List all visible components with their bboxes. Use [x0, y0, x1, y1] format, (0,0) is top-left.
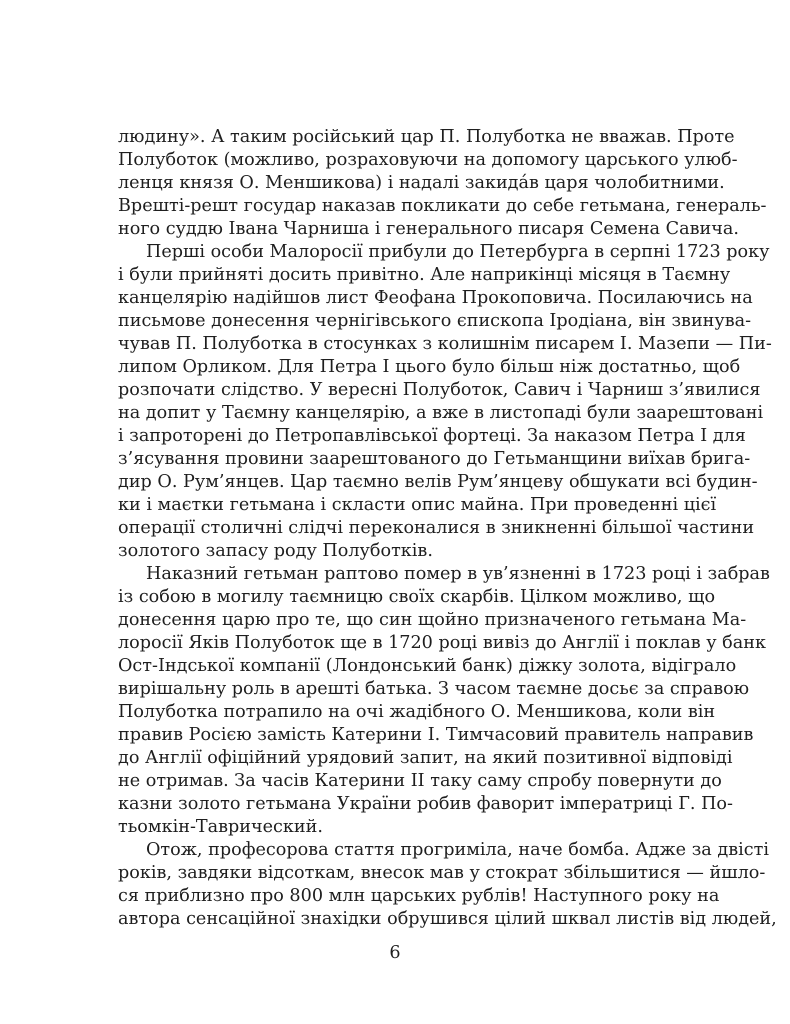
text-line: лоросії Яків Полуботок ще в 1720 році вивіз до Англії і поклав у банк: [118, 633, 766, 653]
page-text-body: [118, 126, 777, 931]
text-line: не отримав. За часів Катерини II таку саму спробу повернути до: [118, 771, 722, 791]
text-line: Отож, професорова стаття прогриміла, наче бомба. Адже за двісті: [146, 840, 769, 860]
text-line: і запроторені до Петропавлівської фортеці. За наказом Петра I для: [118, 426, 746, 446]
paragraph: [118, 241, 772, 563]
paragraph: [118, 563, 770, 839]
text-line: розпочати слідство. У вересні Полуботок, Савич і Чарниш з’явилися: [118, 380, 761, 400]
text-line: ного суддю Івана Чарниша і генерального писаря Семена Савича.: [118, 219, 739, 239]
text-line: вирішальну роль в арешті батька. З часом таємне досьє за справою: [118, 679, 750, 699]
text-line: ся приблизно про 800 млн царських рублів! Наступного року на: [118, 886, 720, 906]
text-line: ки і маєтки гетьмана і скласти опис майна. При проведенні цієї: [118, 495, 717, 515]
text-line: Полуботка потрапило на очі жадібного О. Меншикова, коли він: [118, 702, 716, 722]
paragraph: [118, 839, 777, 931]
text-line: донесення царю про те, що син щойно призначеного гетьмана Ма-: [118, 610, 747, 630]
text-line: до Англії офіційний урядовий запит, на який позитивної відповіді: [118, 748, 733, 768]
text-line: тьомкін-Таврический.: [118, 817, 323, 837]
text-line: правив Росією замість Катерини I. Тимчасовий правитель направив: [118, 725, 754, 745]
text-line: Ост-Індської компанії (Лондонський банк) діжку золота, відіграло: [118, 656, 737, 676]
text-line: золотого запасу роду Полуботків.: [118, 541, 433, 561]
text-line: Наказний гетьман раптово помер в ув’язненні в 1723 році і забрав: [146, 564, 770, 584]
text-line: казни золото гетьмана України робив фаворит імператриці Г. По-: [118, 794, 733, 814]
text-line: Врешті-решт государ наказав покликати до себе гетьмана, генераль-: [118, 196, 767, 216]
text-line: операції столичні слідчі переконалися в зникненні більшої частини: [118, 518, 755, 538]
text-line: липом Орликом. Для Петра I цього було більш ніж достатньо, щоб: [118, 357, 741, 377]
text-line: дир О. Рум’янцев. Цар таємно велів Рум’янцеву обшукати всі будин-: [118, 472, 758, 492]
text-line: із собою в могилу таємницю своїх скарбів. Цілком можливо, що: [118, 587, 716, 607]
text-line: і були прийняті досить привітно. Але наприкінці місяця в Таємну: [118, 265, 731, 285]
text-line: Перші особи Малоросії прибули до Петербурга в серпні 1723 року: [146, 242, 770, 262]
text-line: років, завдяки відсоткам, внесок мав у стократ збільшитися — йшло-: [118, 863, 766, 883]
text-line: ленця князя О. Меншикова) і надалі закида́в царя чолобитними.: [118, 173, 725, 193]
text-line: автора сенсаційної знахідки обрушився цілий шквал листів від людей,: [118, 909, 777, 929]
text-line: чував П. Полуботка в стосунках з колишнім писарем І. Мазепи — Пи-: [118, 334, 772, 354]
text-line: канцелярію надійшов лист Феофана Прокоповича. Посилаючись на: [118, 288, 753, 308]
text-line: людину». А таким російський цар П. Полуботка не вважав. Проте: [118, 127, 735, 147]
text-line: з’ясування провини заарештованого до Гетьманщини виїхав брига-: [118, 449, 751, 469]
page-number: 6: [389, 943, 401, 963]
paragraph: [118, 126, 767, 241]
text-line: на допит у Таємну канцелярію, а вже в листопаді були заарештовані: [118, 403, 764, 423]
text-line: Полуботок (можливо, розраховуючи на допомогу царського улюб-: [118, 150, 738, 170]
text-line: письмове донесення чернігівського єпископа Іродіана, він звинува-: [118, 311, 752, 331]
